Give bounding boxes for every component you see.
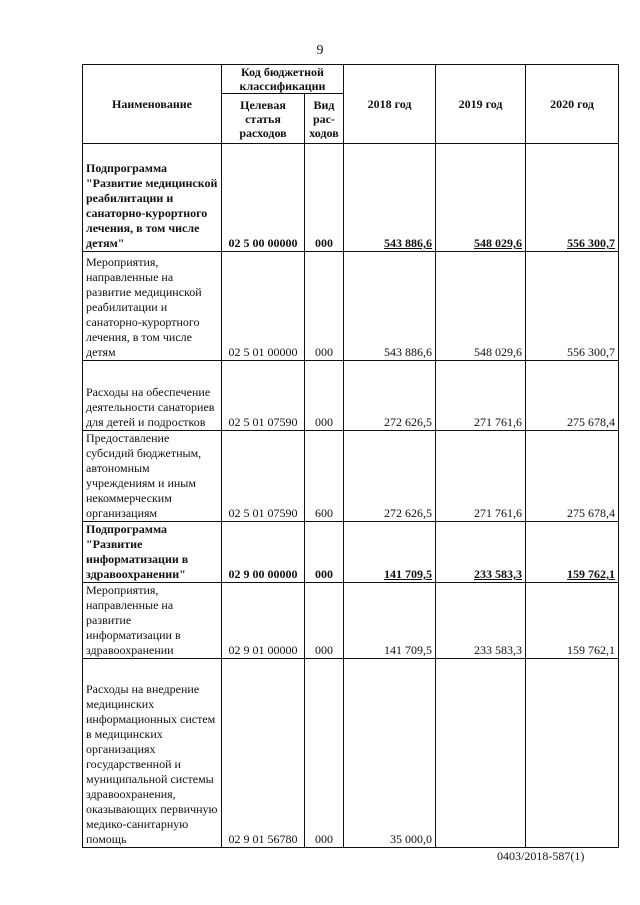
row-value-2018: 543 886,6 — [344, 144, 436, 252]
row-value-2020: 159 762,1 — [526, 583, 619, 659]
row-name: Предоставление субсидий бюджетным, автономным учреждениям и иным некоммерческим организациям — [83, 431, 222, 522]
row-expense-kind: 000 — [305, 361, 344, 431]
header-name: Наименование — [83, 65, 222, 144]
table-row — [83, 522, 619, 583]
row-value-2018: 272 626,5 — [344, 431, 436, 522]
row-name: Подпрограмма "Развитие информатизации в здравоохранении" — [83, 522, 222, 583]
page-number: 9 — [316, 43, 324, 58]
row-target-item: 02 5 01 07590 — [222, 431, 305, 522]
row-value-2018: 141 709,5 — [344, 522, 436, 583]
table-row — [83, 659, 619, 848]
header-budget-code: Код бюджетной классификации — [222, 65, 344, 94]
table-row — [83, 431, 619, 522]
row-target-item: 02 9 01 56780 — [222, 659, 305, 848]
row-name: Подпрограмма "Развитие медицинской реабилитации и санаторно-курортного лечения, в том числе детям" — [83, 144, 222, 252]
row-expense-kind: 000 — [305, 144, 344, 252]
row-name: Расходы на обеспечение деятельности санаториев для детей и подростков — [83, 361, 222, 431]
row-expense-kind: 000 — [305, 659, 344, 848]
header-year-2018: 2018 год — [344, 65, 436, 144]
row-target-item: 02 5 00 00000 — [222, 144, 305, 252]
row-target-item: 02 5 01 00000 — [222, 252, 305, 361]
row-target-item: 02 5 01 07590 — [222, 361, 305, 431]
row-value-2019: 233 583,3 — [436, 522, 526, 583]
row-value-2019: 548 029,6 — [436, 252, 526, 361]
row-value-2019: 233 583,3 — [436, 583, 526, 659]
row-name: Мероприятия, направленные на развитие информатизации в здравоохранении — [83, 583, 222, 659]
header-expense-kind: Вид рас-ходов — [305, 94, 344, 144]
row-value-2020: 275 678,4 — [526, 431, 619, 522]
row-value-2020: 159 762,1 — [526, 522, 619, 583]
header-target-item: Целевая статья расходов — [222, 94, 305, 144]
row-expense-kind: 600 — [305, 431, 344, 522]
row-value-2019: 271 761,6 — [436, 361, 526, 431]
row-value-2020: 275 678,4 — [526, 361, 619, 431]
table-row — [83, 583, 619, 659]
row-value-2019: 548 029,6 — [436, 144, 526, 252]
document-number: 0403/2018-587(1) — [497, 849, 585, 863]
row-expense-kind: 000 — [305, 522, 344, 583]
row-value-2019 — [436, 659, 526, 848]
row-value-2020: 556 300,7 — [526, 252, 619, 361]
table-row — [83, 252, 619, 361]
row-value-2018: 543 886,6 — [344, 252, 436, 361]
row-value-2018: 272 626,5 — [344, 361, 436, 431]
row-name: Расходы на внедрение медицинских информационных систем в медицинских организациях государственной и муниципальной системы здравоохранения, оказывающих первичную медико-санитарную помощь — [83, 659, 222, 848]
row-target-item: 02 9 00 00000 — [222, 522, 305, 583]
row-target-item: 02 9 01 00000 — [222, 583, 305, 659]
table-row — [83, 144, 619, 252]
table-row — [83, 361, 619, 431]
header-year-2019: 2019 год — [436, 65, 526, 144]
table-body — [83, 144, 619, 848]
row-name: Мероприятия, направленные на развитие медицинской реабилитации и санаторно-курортного лечения, в том числе детям — [83, 252, 222, 361]
row-expense-kind: 000 — [305, 252, 344, 361]
row-value-2019: 271 761,6 — [436, 431, 526, 522]
header-year-2020: 2020 год — [526, 65, 619, 144]
row-value-2020 — [526, 659, 619, 848]
row-value-2018: 141 709,5 — [344, 583, 436, 659]
budget-table — [82, 64, 619, 848]
row-value-2018: 35 000,0 — [344, 659, 436, 848]
row-expense-kind: 000 — [305, 583, 344, 659]
row-value-2020: 556 300,7 — [526, 144, 619, 252]
